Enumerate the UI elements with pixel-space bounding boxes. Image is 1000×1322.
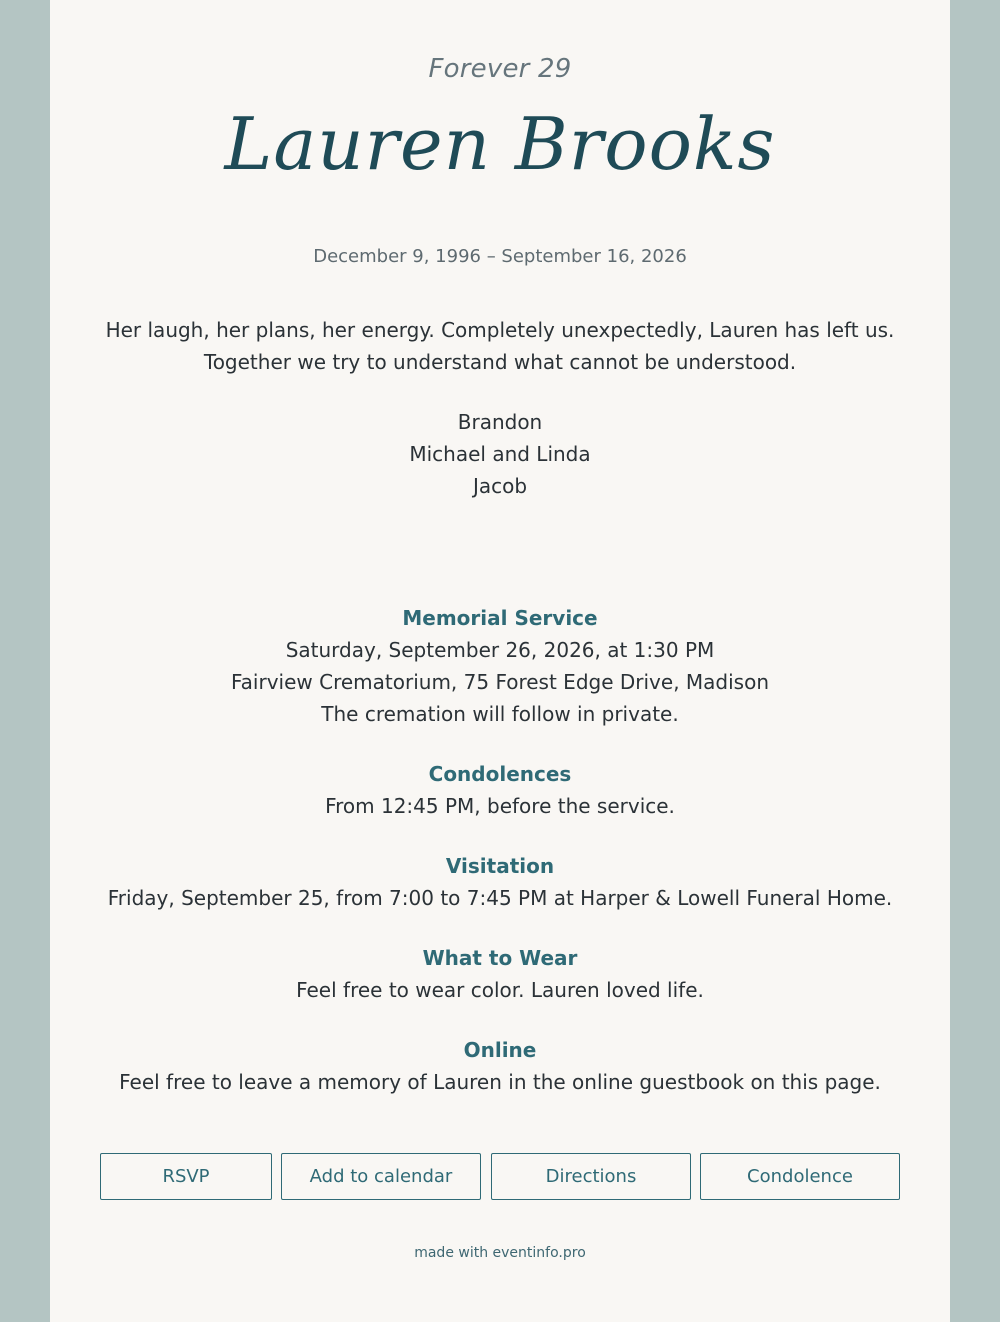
intro-line: Together we try to understand what cannot be understood. [203, 350, 797, 374]
section-line: The cremation will follow in private. [321, 702, 679, 726]
section-title: Condolences [428, 762, 572, 786]
condolence-button[interactable]: Condolence [700, 1153, 900, 1200]
event-details [50, 602, 950, 1126]
add-to-calendar-button[interactable]: Add to calendar [281, 1153, 481, 1200]
eyebrow-text: Forever 29 [428, 54, 572, 84]
section-title: What to Wear [422, 946, 578, 970]
section-line: From 12:45 PM, before the service. [325, 794, 675, 818]
section-visitation [50, 850, 950, 914]
section-condolences [50, 758, 950, 822]
family-member: Brandon [457, 410, 543, 434]
section-title: Memorial Service [402, 606, 598, 630]
section-line: Feel free to leave a memory of Lauren in the online guestbook on this page. [119, 1070, 881, 1094]
deceased-name: Lauren Brooks [224, 102, 776, 186]
announcement-card [50, 0, 950, 1322]
section-memorial-service [50, 602, 950, 730]
section-line: Friday, September 25, from 7:00 to 7:45 PM at Harper & Lowell Funeral Home. [107, 886, 893, 910]
section-line: Feel free to wear color. Lauren loved life. [296, 978, 704, 1002]
family-list [50, 406, 950, 502]
life-dates: December 9, 1996 – September 16, 2026 [313, 246, 687, 267]
section-online [50, 1034, 950, 1098]
footer-link[interactable]: made with eventinfo.pro [414, 1245, 586, 1261]
intro-line: Her laugh, her plans, her energy. Completely unexpectedly, Lauren has left us. [105, 318, 895, 342]
action-buttons [100, 1153, 900, 1200]
section-line: Saturday, September 26, 2026, at 1:30 PM [285, 638, 715, 662]
directions-button[interactable]: Directions [491, 1153, 691, 1200]
rsvp-button[interactable]: RSVP [100, 1153, 272, 1200]
section-what-to-wear [50, 942, 950, 1006]
family-member: Michael and Linda [409, 442, 591, 466]
section-line: Fairview Crematorium, 75 Forest Edge Drive, Madison [231, 670, 769, 694]
family-member: Jacob [472, 474, 528, 498]
section-title: Visitation [445, 854, 555, 878]
section-title: Online [463, 1038, 537, 1062]
intro-message [80, 314, 920, 378]
